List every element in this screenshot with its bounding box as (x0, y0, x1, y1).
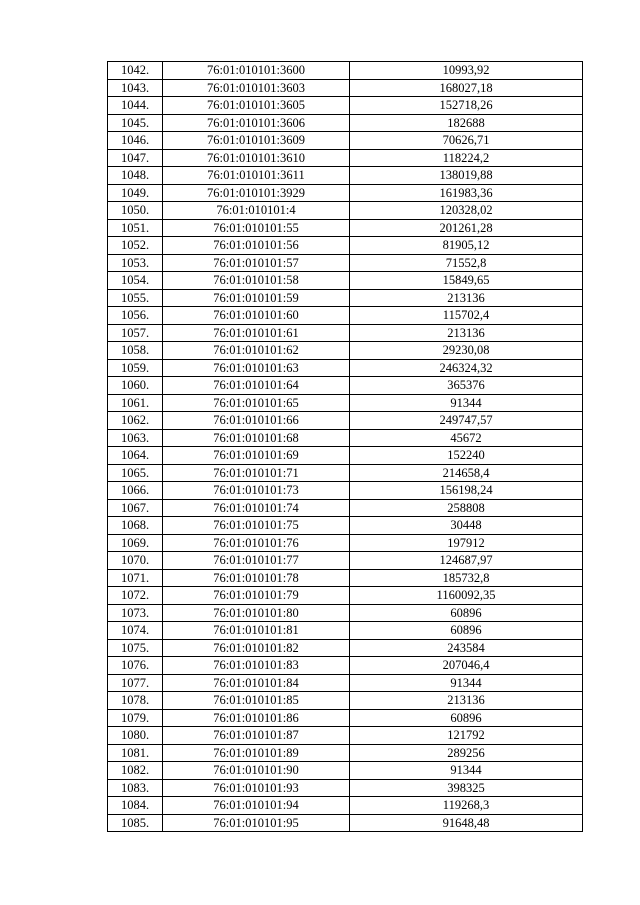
table-row (108, 534, 583, 552)
cadastral-value-cell: 120328,02 (350, 202, 583, 220)
cadastral-value-cell: 156198,24 (350, 482, 583, 500)
cadastral-number-cell: 76:01:010101:75 (163, 517, 350, 535)
cadastral-value-cell: 213136 (350, 289, 583, 307)
cadastral-value-cell: 398325 (350, 779, 583, 797)
cadastral-number-cell: 76:01:010101:65 (163, 394, 350, 412)
cadastral-number-cell: 76:01:010101:85 (163, 692, 350, 710)
table-row (108, 307, 583, 325)
row-number-cell: 1071. (108, 569, 163, 587)
cadastral-value-cell: 1160092,35 (350, 587, 583, 605)
cadastral-number-cell: 76:01:010101:82 (163, 639, 350, 657)
cadastral-number-cell: 76:01:010101:3609 (163, 132, 350, 150)
table-row (108, 587, 583, 605)
row-number-cell: 1074. (108, 622, 163, 640)
row-number-cell: 1077. (108, 674, 163, 692)
cadastral-value-cell: 121792 (350, 727, 583, 745)
cadastral-number-cell: 76:01:010101:60 (163, 307, 350, 325)
cadastral-value-cell: 91648,48 (350, 814, 583, 832)
cadastral-value-cell: 246324,32 (350, 359, 583, 377)
row-number-cell: 1065. (108, 464, 163, 482)
cadastral-value-table (107, 61, 583, 832)
cadastral-value-cell: 201261,28 (350, 219, 583, 237)
row-number-cell: 1062. (108, 412, 163, 430)
cadastral-value-cell: 91344 (350, 762, 583, 780)
table-row (108, 272, 583, 290)
cadastral-value-cell: 29230,08 (350, 342, 583, 360)
cadastral-value-cell: 152240 (350, 447, 583, 465)
cadastral-number-cell: 76:01:010101:79 (163, 587, 350, 605)
cadastral-number-cell: 76:01:010101:3610 (163, 149, 350, 167)
cadastral-value-cell: 243584 (350, 639, 583, 657)
cadastral-number-cell: 76:01:010101:3929 (163, 184, 350, 202)
cadastral-value-cell: 182688 (350, 114, 583, 132)
table-row (108, 744, 583, 762)
cadastral-number-cell: 76:01:010101:3605 (163, 97, 350, 115)
cadastral-value-cell: 214658,4 (350, 464, 583, 482)
table-row (108, 779, 583, 797)
cadastral-number-cell: 76:01:010101:66 (163, 412, 350, 430)
row-number-cell: 1060. (108, 377, 163, 395)
row-number-cell: 1085. (108, 814, 163, 832)
row-number-cell: 1053. (108, 254, 163, 272)
cadastral-number-cell: 76:01:010101:87 (163, 727, 350, 745)
table-row (108, 657, 583, 675)
table-row (108, 604, 583, 622)
cadastral-number-cell: 76:01:010101:64 (163, 377, 350, 395)
cadastral-number-cell: 76:01:010101:3611 (163, 167, 350, 185)
table-row (108, 79, 583, 97)
cadastral-value-cell: 258808 (350, 499, 583, 517)
table-row (108, 97, 583, 115)
cadastral-value-cell: 60896 (350, 622, 583, 640)
cadastral-number-cell: 76:01:010101:68 (163, 429, 350, 447)
cadastral-number-cell: 76:01:010101:76 (163, 534, 350, 552)
table-row (108, 377, 583, 395)
table-row (108, 62, 583, 80)
cadastral-number-cell: 76:01:010101:58 (163, 272, 350, 290)
cadastral-value-cell: 70626,71 (350, 132, 583, 150)
cadastral-number-cell: 76:01:010101:71 (163, 464, 350, 482)
cadastral-number-cell: 76:01:010101:83 (163, 657, 350, 675)
row-number-cell: 1050. (108, 202, 163, 220)
cadastral-number-cell: 76:01:010101:93 (163, 779, 350, 797)
cadastral-number-cell: 76:01:010101:62 (163, 342, 350, 360)
table-row (108, 552, 583, 570)
table-row (108, 342, 583, 360)
row-number-cell: 1067. (108, 499, 163, 517)
cadastral-number-cell: 76:01:010101:69 (163, 447, 350, 465)
table-row (108, 394, 583, 412)
cadastral-number-cell: 76:01:010101:80 (163, 604, 350, 622)
table-body (108, 62, 583, 832)
table-row (108, 167, 583, 185)
cadastral-value-cell: 213136 (350, 692, 583, 710)
table-row (108, 412, 583, 430)
cadastral-value-cell: 91344 (350, 394, 583, 412)
row-number-cell: 1081. (108, 744, 163, 762)
table-row (108, 114, 583, 132)
cadastral-value-cell: 152718,26 (350, 97, 583, 115)
cadastral-value-cell: 365376 (350, 377, 583, 395)
table-row (108, 149, 583, 167)
row-number-cell: 1043. (108, 79, 163, 97)
cadastral-number-cell: 76:01:010101:77 (163, 552, 350, 570)
row-number-cell: 1042. (108, 62, 163, 80)
row-number-cell: 1045. (108, 114, 163, 132)
row-number-cell: 1044. (108, 97, 163, 115)
cadastral-value-cell: 60896 (350, 604, 583, 622)
table-row (108, 324, 583, 342)
table-row (108, 289, 583, 307)
row-number-cell: 1068. (108, 517, 163, 535)
table-row (108, 727, 583, 745)
cadastral-value-cell: 118224,2 (350, 149, 583, 167)
cadastral-number-cell: 76:01:010101:3600 (163, 62, 350, 80)
cadastral-value-cell: 81905,12 (350, 237, 583, 255)
table-row (108, 499, 583, 517)
cadastral-value-cell: 124687,97 (350, 552, 583, 570)
table-row (108, 569, 583, 587)
table-row (108, 447, 583, 465)
table-row (108, 639, 583, 657)
row-number-cell: 1049. (108, 184, 163, 202)
row-number-cell: 1054. (108, 272, 163, 290)
row-number-cell: 1080. (108, 727, 163, 745)
cadastral-number-cell: 76:01:010101:74 (163, 499, 350, 517)
cadastral-value-cell: 30448 (350, 517, 583, 535)
table-row (108, 184, 583, 202)
cadastral-value-cell: 71552,8 (350, 254, 583, 272)
table-row (108, 254, 583, 272)
row-number-cell: 1057. (108, 324, 163, 342)
cadastral-value-cell: 115702,4 (350, 307, 583, 325)
row-number-cell: 1076. (108, 657, 163, 675)
cadastral-number-cell: 76:01:010101:89 (163, 744, 350, 762)
cadastral-value-cell: 15849,65 (350, 272, 583, 290)
table-row (108, 797, 583, 815)
row-number-cell: 1063. (108, 429, 163, 447)
cadastral-number-cell: 76:01:010101:61 (163, 324, 350, 342)
cadastral-number-cell: 76:01:010101:73 (163, 482, 350, 500)
row-number-cell: 1055. (108, 289, 163, 307)
cadastral-number-cell: 76:01:010101:57 (163, 254, 350, 272)
table-row (108, 237, 583, 255)
cadastral-number-cell: 76:01:010101:55 (163, 219, 350, 237)
cadastral-value-cell: 138019,88 (350, 167, 583, 185)
table-row (108, 622, 583, 640)
row-number-cell: 1078. (108, 692, 163, 710)
table-row (108, 359, 583, 377)
cadastral-number-cell: 76:01:010101:59 (163, 289, 350, 307)
row-number-cell: 1061. (108, 394, 163, 412)
cadastral-number-cell: 76:01:010101:94 (163, 797, 350, 815)
cadastral-value-cell: 185732,8 (350, 569, 583, 587)
row-number-cell: 1073. (108, 604, 163, 622)
row-number-cell: 1066. (108, 482, 163, 500)
row-number-cell: 1082. (108, 762, 163, 780)
row-number-cell: 1069. (108, 534, 163, 552)
table-row (108, 482, 583, 500)
row-number-cell: 1058. (108, 342, 163, 360)
row-number-cell: 1083. (108, 779, 163, 797)
table-row (108, 429, 583, 447)
row-number-cell: 1079. (108, 709, 163, 727)
row-number-cell: 1072. (108, 587, 163, 605)
cadastral-number-cell: 76:01:010101:95 (163, 814, 350, 832)
cadastral-value-cell: 91344 (350, 674, 583, 692)
row-number-cell: 1064. (108, 447, 163, 465)
table-row (108, 517, 583, 535)
cadastral-number-cell: 76:01:010101:56 (163, 237, 350, 255)
cadastral-number-cell: 76:01:010101:84 (163, 674, 350, 692)
row-number-cell: 1051. (108, 219, 163, 237)
table-row (108, 202, 583, 220)
row-number-cell: 1048. (108, 167, 163, 185)
cadastral-value-cell: 10993,92 (350, 62, 583, 80)
cadastral-value-cell: 161983,36 (350, 184, 583, 202)
cadastral-number-cell: 76:01:010101:86 (163, 709, 350, 727)
cadastral-value-cell: 60896 (350, 709, 583, 727)
cadastral-value-cell: 119268,3 (350, 797, 583, 815)
table-row (108, 132, 583, 150)
row-number-cell: 1070. (108, 552, 163, 570)
table-row (108, 692, 583, 710)
table-row (108, 464, 583, 482)
cadastral-value-cell: 207046,4 (350, 657, 583, 675)
row-number-cell: 1056. (108, 307, 163, 325)
cadastral-number-cell: 76:01:010101:3603 (163, 79, 350, 97)
table-row (108, 674, 583, 692)
cadastral-value-cell: 168027,18 (350, 79, 583, 97)
row-number-cell: 1059. (108, 359, 163, 377)
row-number-cell: 1084. (108, 797, 163, 815)
cadastral-value-cell: 249747,57 (350, 412, 583, 430)
cadastral-number-cell: 76:01:010101:3606 (163, 114, 350, 132)
row-number-cell: 1052. (108, 237, 163, 255)
cadastral-number-cell: 76:01:010101:81 (163, 622, 350, 640)
cadastral-value-cell: 213136 (350, 324, 583, 342)
cadastral-number-cell: 76:01:010101:63 (163, 359, 350, 377)
row-number-cell: 1075. (108, 639, 163, 657)
cadastral-value-cell: 289256 (350, 744, 583, 762)
cadastral-number-cell: 76:01:010101:90 (163, 762, 350, 780)
cadastral-number-cell: 76:01:010101:4 (163, 202, 350, 220)
table-row (108, 762, 583, 780)
cadastral-value-cell: 45672 (350, 429, 583, 447)
row-number-cell: 1047. (108, 149, 163, 167)
row-number-cell: 1046. (108, 132, 163, 150)
table-row (108, 814, 583, 832)
cadastral-value-cell: 197912 (350, 534, 583, 552)
table-row (108, 219, 583, 237)
cadastral-number-cell: 76:01:010101:78 (163, 569, 350, 587)
table-row (108, 709, 583, 727)
